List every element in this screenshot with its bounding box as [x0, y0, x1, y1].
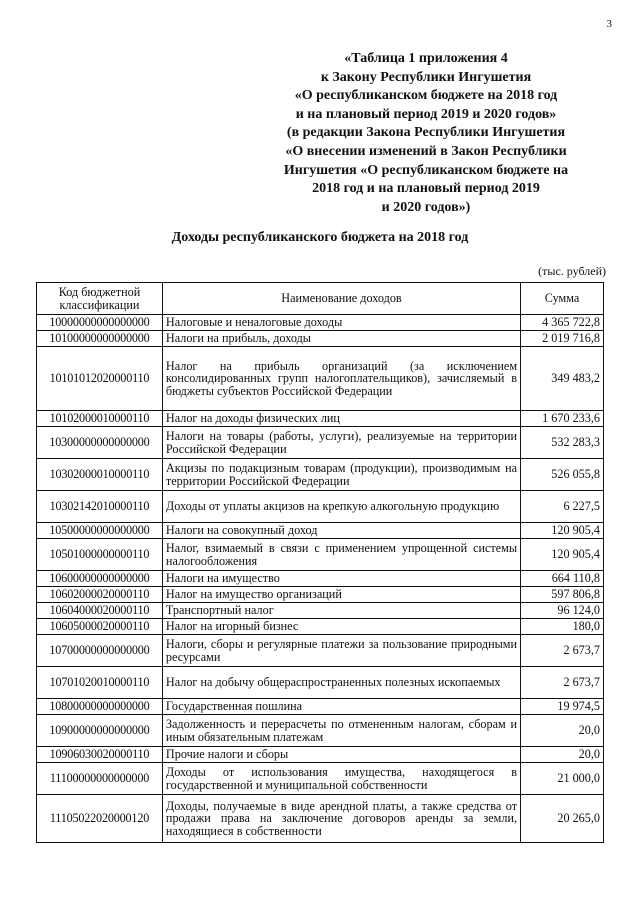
table-row	[37, 587, 604, 603]
row-code: 10600000000000000	[37, 571, 163, 587]
row-sum: 2 673,7	[521, 667, 604, 699]
appendix-line: (в редакции Закона Республики Ингушетия	[286, 125, 566, 141]
row-code: 10302142010000110	[37, 491, 163, 523]
row-sum: 21 000,0	[521, 763, 604, 795]
row-code: 10500000000000000	[37, 523, 163, 539]
table-row	[37, 571, 604, 587]
row-code: 10302000010000110	[37, 459, 163, 491]
row-name: Налог на игорный бизнес	[162, 619, 520, 635]
row-code: 11100000000000000	[37, 763, 163, 795]
table-row	[37, 603, 604, 619]
row-code: 10000000000000000	[37, 315, 163, 331]
appendix-line: «О внесении изменений в Закон Республики	[285, 143, 567, 159]
row-code: 10604000020000110	[37, 603, 163, 619]
row-name: Акцизы по подакцизным товарам (продукции), производимым на территории Российской Федерации	[162, 459, 520, 491]
row-sum: 2 673,7	[521, 635, 604, 667]
table-row	[37, 763, 604, 795]
row-sum: 20 265,0	[521, 795, 604, 843]
table-row	[37, 427, 604, 459]
row-name: Доходы от использования имущества, находящегося в государственной и муниципальной собственности	[162, 763, 520, 795]
row-sum: 2 019 716,8	[521, 331, 604, 347]
row-code: 10602000020000110	[37, 587, 163, 603]
table-row	[37, 715, 604, 747]
table-row	[37, 539, 604, 571]
row-sum: 1 670 233,6	[521, 411, 604, 427]
row-code: 10900000000000000	[37, 715, 163, 747]
row-name: Налоги на товары (работы, услуги), реализуемые на территории Российской Федерации	[162, 427, 520, 459]
table-row	[37, 347, 604, 411]
appendix-line: 2018 год и на плановый период 2019	[312, 181, 540, 197]
table-row	[37, 331, 604, 347]
row-code: 10300000000000000	[37, 427, 163, 459]
row-sum: 6 227,5	[521, 491, 604, 523]
row-name: Задолженность и перерасчеты по отмененным налогам, сборам и иным обязательным платежам	[162, 715, 520, 747]
row-name: Налоги на совокупный доход	[162, 523, 520, 539]
row-code: 10100000000000000	[37, 331, 163, 347]
row-sum: 96 124,0	[521, 603, 604, 619]
table-row	[37, 747, 604, 763]
appendix-line: Ингушетия «О республиканском бюджете на	[283, 162, 569, 178]
row-name: Налог, взимаемый в связи с применением упрощенной системы налогообложения	[162, 539, 520, 571]
row-name: Транспортный налог	[162, 603, 520, 619]
row-sum: 120 905,4	[521, 539, 604, 571]
appendix-line: к Закону Республики Ингушетия	[320, 69, 532, 85]
table-header-row	[37, 283, 604, 315]
column-header-code: Код бюджетной классификации	[37, 283, 163, 315]
row-code: 10101012020000110	[37, 347, 163, 411]
table-row	[37, 315, 604, 331]
row-name: Налоги на имущество	[162, 571, 520, 587]
row-code: 10501000000000110	[37, 539, 163, 571]
row-name: Налог на доходы физических лиц	[162, 411, 520, 427]
page-number: 3	[606, 18, 612, 30]
row-name: Государственная пошлина	[162, 699, 520, 715]
row-name: Доходы от уплаты акцизов на крепкую алкогольную продукцию	[162, 491, 520, 523]
row-code: 11105022020000120	[37, 795, 163, 843]
row-sum: 664 110,8	[521, 571, 604, 587]
units-label: (тыс. рублей)	[538, 264, 606, 278]
row-code: 10701020010000110	[37, 667, 163, 699]
table-row	[37, 795, 604, 843]
row-sum: 526 055,8	[521, 459, 604, 491]
row-sum: 19 974,5	[521, 699, 604, 715]
row-sum: 597 806,8	[521, 587, 604, 603]
row-sum: 20,0	[521, 747, 604, 763]
appendix-line: и 2020 годов»)	[381, 199, 471, 215]
row-code: 10700000000000000	[37, 635, 163, 667]
row-sum: 20,0	[521, 715, 604, 747]
row-sum: 349 483,2	[521, 347, 604, 411]
revenue-table	[36, 282, 604, 843]
table-row	[37, 619, 604, 635]
row-name: Прочие налоги и сборы	[162, 747, 520, 763]
row-name: Налоговые и неналоговые доходы	[162, 315, 520, 331]
appendix-header	[230, 50, 622, 217]
row-sum: 120 905,4	[521, 523, 604, 539]
row-name: Налог на имущество организаций	[162, 587, 520, 603]
column-header-name: Наименование доходов	[162, 283, 520, 315]
row-sum: 180,0	[521, 619, 604, 635]
row-name: Налог на прибыль организаций (за исключением консолидированных групп налогоплательщиков), зачисляемый в бюджеты субъектов Российской Федерации	[162, 347, 520, 411]
appendix-line: «Таблица 1 приложения 4	[344, 51, 508, 66]
column-header-sum: Сумма	[521, 283, 604, 315]
row-name: Доходы, получаемые в виде арендной платы, а также средства от продажи права на заключение договоров аренды за земли, находящиеся в собственности	[162, 795, 520, 843]
row-code: 10102000010000110	[37, 411, 163, 427]
row-code: 10906030020000110	[37, 747, 163, 763]
appendix-line: и на плановый период 2019 и 2020 годов»	[295, 106, 557, 122]
row-name: Налоги на прибыль, доходы	[162, 331, 520, 347]
row-name: Налоги, сборы и регулярные платежи за пользование природными ресурсами	[162, 635, 520, 667]
row-code: 10605000020000110	[37, 619, 163, 635]
row-sum: 532 283,3	[521, 427, 604, 459]
row-name: Налог на добычу общераспространенных полезных ископаемых	[162, 667, 520, 699]
row-code: 10800000000000000	[37, 699, 163, 715]
table-row	[37, 491, 604, 523]
table-row	[37, 667, 604, 699]
table-row	[37, 459, 604, 491]
document-title: Доходы республиканского бюджета на 2018 год	[171, 230, 469, 245]
table-row	[37, 411, 604, 427]
appendix-line: «О республиканском бюджете на 2018 год	[294, 88, 558, 104]
table-row	[37, 523, 604, 539]
row-sum: 4 365 722,8	[521, 315, 604, 331]
table-row	[37, 699, 604, 715]
page-bottom-edge	[0, 888, 640, 905]
table-row	[37, 635, 604, 667]
